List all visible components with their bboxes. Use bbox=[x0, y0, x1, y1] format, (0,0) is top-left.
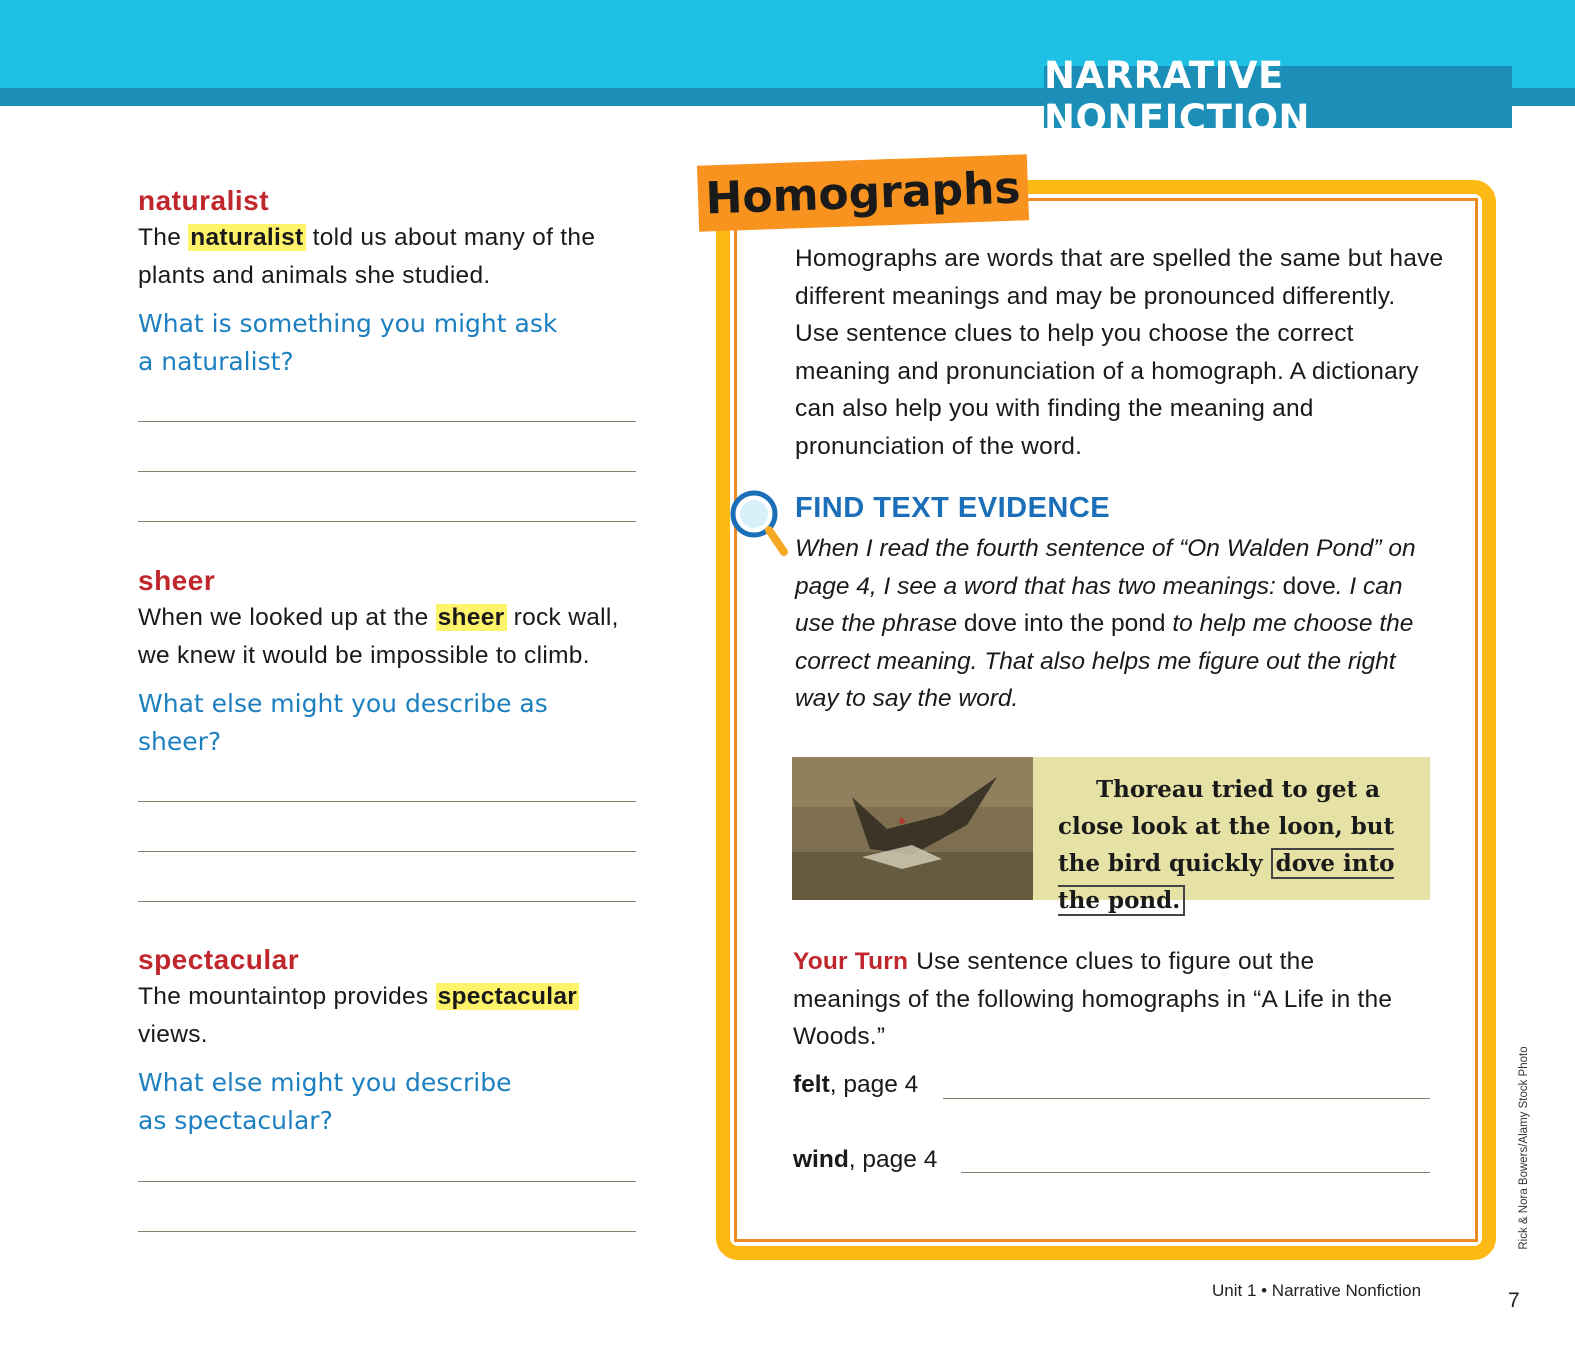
vocab-entry-sheer bbox=[138, 565, 638, 761]
footer-text: Unit 1 • Narrative Nonfiction bbox=[1212, 1281, 1422, 1300]
answer-line[interactable] bbox=[138, 901, 636, 902]
excerpt-text: Thoreau tried to get a close look at the loon, but the bird quickly dove into the pond. bbox=[1058, 776, 1395, 914]
genre-label: NARRATIVE NONFICTION bbox=[1044, 66, 1512, 128]
homograph-answer-line[interactable] bbox=[943, 1098, 1430, 1099]
magnifying-glass-icon bbox=[728, 488, 790, 560]
answer-line[interactable] bbox=[138, 851, 636, 852]
homograph-answer-line[interactable] bbox=[961, 1172, 1430, 1173]
vocab-word: spectacular bbox=[138, 944, 300, 975]
highlighted-word: spectacular bbox=[437, 983, 578, 1010]
vocab-sentence: The naturalist told us about many of the plants and animals she studied. bbox=[138, 224, 596, 289]
homograph-item: felt, page 4 bbox=[793, 1071, 919, 1098]
answer-line[interactable] bbox=[138, 421, 636, 422]
evidence-paragraph: When I read the fourth sentence of “On Walden Pond” on page 4, I see a word that has two meanings: dove. I can use the phrase dove into the pond to help me choose the correct meaning. That also helps me figure out the right way to say the word. bbox=[795, 535, 1416, 712]
answer-line[interactable] bbox=[138, 471, 636, 472]
homograph-item: wind, page 4 bbox=[793, 1146, 938, 1173]
page-number: 7 bbox=[1508, 1289, 1520, 1312]
answer-line[interactable] bbox=[138, 1231, 636, 1232]
answer-line[interactable] bbox=[138, 801, 636, 802]
panel-intro: Homographs are words that are spelled the same but have different meanings and may be pronounced differently. Use sentence clues to help you choose the correct meaning and pronunciation of a homograph. A dictionary can also help you with finding the meaning and pronunciation of the word. bbox=[795, 245, 1444, 460]
vocab-entry-spectacular bbox=[138, 944, 638, 1140]
vocab-word: sheer bbox=[138, 565, 216, 596]
vocab-entry-naturalist bbox=[138, 185, 638, 381]
find-text-evidence-heading: FIND TEXT EVIDENCE bbox=[795, 492, 1111, 524]
text-excerpt bbox=[792, 757, 1430, 914]
answer-line[interactable] bbox=[138, 521, 636, 522]
highlighted-word: naturalist bbox=[190, 224, 304, 251]
vocab-question: What else might you describe as sheer? bbox=[138, 689, 548, 756]
highlighted-word: sheer bbox=[437, 604, 505, 631]
boxed-phrase: dove into the pond. bbox=[1058, 850, 1395, 914]
panel-title: Homographs bbox=[697, 154, 1029, 231]
vocab-question: What else might you describe as spectacular? bbox=[138, 1068, 512, 1135]
photo-credit: Rick & Nora Bowers/Alamy Stock Photo bbox=[1518, 1046, 1530, 1250]
vocab-sentence: The mountaintop provides spectacular views. bbox=[138, 983, 578, 1048]
your-turn: Your Turn Use sentence clues to figure out the meanings of the following homographs in “A Life in the Woods.” bbox=[793, 948, 1393, 1050]
vocab-word: naturalist bbox=[138, 185, 270, 216]
your-turn-label: Your Turn bbox=[793, 948, 909, 975]
vocab-question: What is something you might ask a naturalist? bbox=[138, 309, 558, 376]
vocab-sentence: When we looked up at the sheer rock wall, we knew it would be impossible to climb. bbox=[138, 604, 619, 669]
loon-photo bbox=[792, 757, 1033, 900]
answer-line[interactable] bbox=[138, 1181, 636, 1182]
